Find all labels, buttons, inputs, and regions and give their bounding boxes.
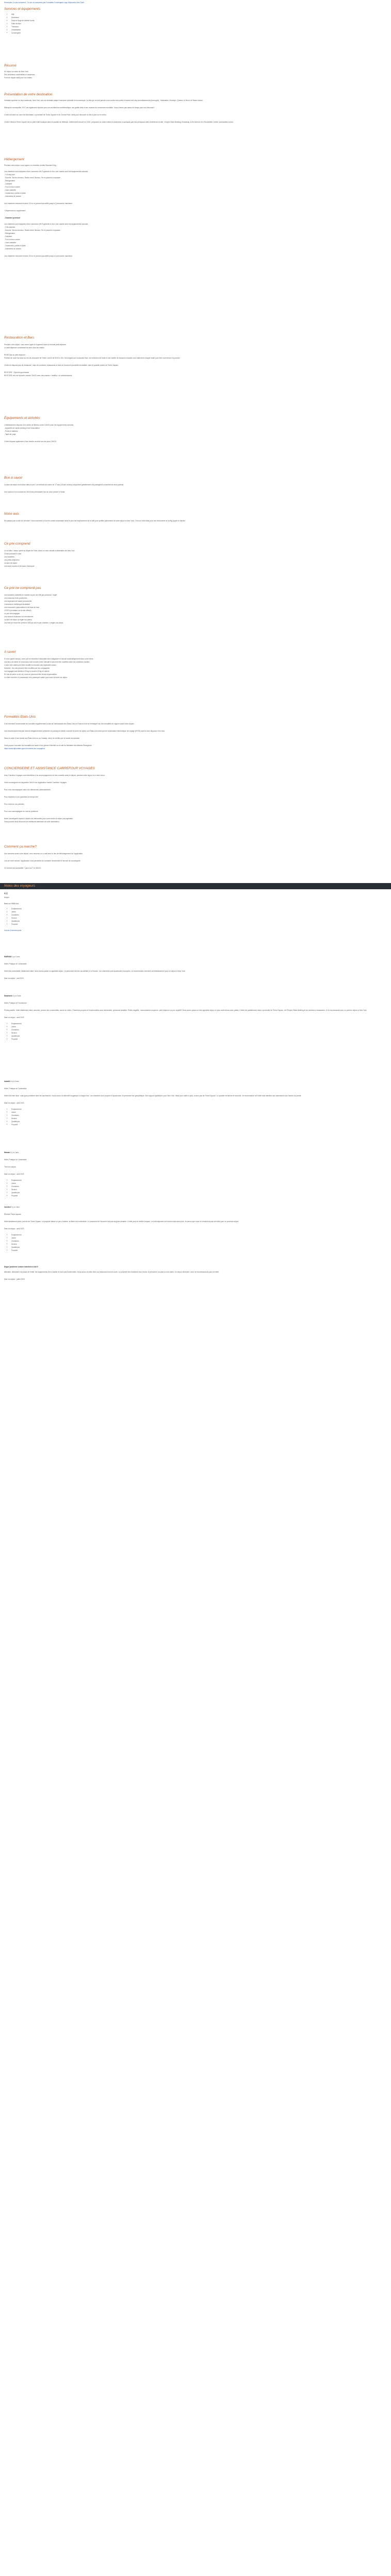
criterion-item: • Emplacement [11,1108,386,1111]
review-card [4,1206,386,1252]
review-criteria [4,1108,386,1126]
bon-a-savoir-title: Bon à savoir [4,476,23,480]
ne-comprend-item: Les repas et boissons non mentionnés [4,616,34,618]
ne-comprend-item: Les frais de resort fee (environ 30$ par nuit et par chambre, à régler sur place) [4,622,63,624]
review-author-line [4,955,386,958]
criterion-item: • Literie [11,1236,386,1240]
review-author-line [4,1151,386,1154]
bon-a-savoir-section [4,476,386,494]
resume-line: Des chambres confortables et modernes. [4,74,36,76]
notre-avis-p1: Ne passez pas à côté de cet hôtel ! Vous trouverez ici tout le confort nécessaire dans le plus bel emplacement de la ville pour profiter pleinement de votre séjour à New York. C'est un hôtel idéal pour une découverte de la Big Apple en famille ! [4,520,186,522]
resume-section [4,64,386,79]
review-criteria [4,1233,386,1252]
tab-bar[interactable] [4,1,386,4]
review-body: Très bon séjour. [4,1166,17,1168]
premium-item: - Réfrigérateur [4,232,15,234]
criterion-item: • Qualité/prix [11,1035,386,1038]
premium-note: Les chambres mesurent environ 30 m² et peuvent accueillir jusqu'à 4 personnes maximum. [4,255,73,257]
standard-item: - Casseroles, poêles et plats [4,192,26,194]
equipements-item: - Tapis de yoga [4,433,16,435]
service-item: • Wifi [11,13,386,16]
review-title: Hôtel, Pratique et Confortable [4,1088,27,1090]
tab-bar-text[interactable]: Description Ce prix comprend : Ce prix ne comprend pas Formalités Conciergerie Logo Séjourneur Avis Client [4,2,85,4]
formalites-link[interactable]: https://www.diplomatie.gouv.fr/conseils-aux-voyageurs [4,748,45,750]
ne-comprend-section [4,586,386,624]
standard-item: - Douche, Sèche-cheveux, Radio-réveil, Bureau, Fer et planche à repasser [4,177,61,179]
review-card [4,994,386,1041]
review-author: Caroline [4,1206,11,1208]
restauration-p1: Pendant votre séjour, vous serez logés en logement avec la formule petit-déjeuner. [4,344,67,346]
service-item: • Salle de Bain [11,22,386,25]
standard-note: Les chambres mesurent environ 20 m² et peuvent accueillir jusqu'à 2 personnes maximum. [4,202,73,205]
a-savoir-p7: Le client doit être en possession d'un passeport valide pour toute la durée du séjour. [4,676,68,679]
criterion-item: • Emplacement [11,907,386,910]
equipements-section [4,416,386,443]
premium-item: - 2 lits doubles [4,226,15,228]
equipements-title: Équipements et activités [4,416,40,420]
premium-item: - Casseroles, poêles et plats [4,245,26,247]
criterion-item: • Emplacement [11,1022,386,1025]
comprend-item: Les transferts [4,556,14,558]
comprend-item: Les taxes locales et les taxes d'aéroport [4,565,35,567]
review-body: Hôtel idéalement placé, proche de Times Square. La propreté laisse un peu à désirer, la literie est confortable. Le personnel de l'accueil n'est pas toujours aimable. L'hôtel peut se révéler bruyant. Le petit-déjeuner est correct mais sans plus. Je pense que nous ne choisirions pas cet hôtel pour un prochain séjour. [4,1221,239,1223]
standard-desc: Les chambres sont équipées d'une connexion Wi-Fi gratuite et d'un coin cuisine avec les équipements suivants : [4,171,89,173]
a-savoir-p1: Si vous partez seul(e), votre prix en chambre individuelle sera obligatoire et calculé automatiquement dans votre devis. [4,658,94,660]
ne-comprend-item: La taxe de séjour (à régler sur place) [4,619,32,621]
restauration-p4: Profitez de notre bar situé au rez-de-chaussée de l'hôtel, ouvert de 6h30 à 10h. Des bagels aux croissants frais, une sélection de fruits et une variété de boissons chaudes vous attendent chaque matin pour bien commencer la journée. [4,357,181,359]
voyageurs-base: Basé sur 5658 Avis [4,903,19,905]
standard-item: - 1 lit king size [4,174,15,176]
bon-a-savoir-p2: Une caution d'un montant de 150 $ sera demandée lors de votre arrivée à l'hôtel. [4,491,66,493]
review-date: il y a 4 ans [11,1080,19,1082]
presentation-p3: L'hôtel est situé au cœur de Manhattan, à proximité de Times Square et de Central Park. Idéal pour découvrir la ville à pied ou en métro. [4,114,107,116]
ne-comprend-item: Les boissons et les pourboires [4,597,27,599]
equipements-item: - Appareils de cardio-training et de musculation [4,427,40,429]
conciergerie-title: CONCIERGERIE ET ASSISTANCE CARREFOUR VOYAGES [4,767,95,770]
conciergerie-p2: Votre conciergerie est disponible 24h/24 via l'application mobile Carrefour Voyages : [4,782,68,784]
review-date: il y a 4 ans [11,956,20,958]
voyageurs-more-link[interactable]: Voir les 5 derniers avis [4,929,22,931]
ne-comprend-title: Ce prix ne comprend pas [4,586,41,590]
ne-comprend-item: L'assurance multirisque facultative [4,603,30,605]
presentation-title: Présentation de votre destination [4,93,53,96]
standard-item: - Cafetière [4,183,12,185]
criterion-item: • Qualité/prix [11,1246,386,1249]
notre-avis-title: Notre avis [4,512,19,516]
presentation-p2: Métropole cosmopolite, NYC est également réputée pour son architecture emblématique, ses gratte-ciels et ses musées de renommée mondiale. Vous n'aurez pas assez de temps pour tout découvrir ! [4,107,155,109]
criterion-item: • Propreté [11,1194,386,1197]
a-savoir-p2: Les lieux de visites et excursions sont donnés à titre indicatif et peuvent être modifiés selon les conditions locales. [4,661,90,663]
voyageurs-score: 4.6 [4,892,8,895]
formalites-p2: Les ressortissants français doivent obligatoirement présenter un passeport valide couvrant la durée du séjour aux États-Unis ainsi qu'une autorisation électronique de voyage (ESTA) sauf si vous disposez d'un visa. [4,730,165,732]
comment-section [4,845,386,870]
comprend-section [4,542,386,568]
notre-avis-section [4,512,386,522]
conciergerie-item: Pour répondre à vos questions en temps réel [4,796,38,798]
review-criteria [4,1179,386,1197]
comment-p1: Une semaine avant votre départ, vous recevrez un e-mail avec le lien de téléchargement de l'application. [4,853,83,855]
hebergement-title: Hébergement [4,158,24,161]
review-date: il y a 4 ans [12,995,21,997]
criterion-item: • Service [11,1031,386,1035]
a-savoir-p5: Les bagages sont limités à 23 kg en soute et 8 kg en cabine. [4,670,50,672]
a-savoir-section [4,650,386,679]
premium-item: - Lave-vaisselle [4,242,16,244]
criterion-item: • Qualité/prix [11,920,386,923]
review-stay: Date du séjour : mai 2023 [4,977,24,979]
service-item: • Conciergerie [11,31,386,35]
review-author: Maman [4,1151,10,1154]
review-title: Élément Times square [4,1213,21,1215]
standard-item: - Four à micro-ondes [4,186,20,188]
a-savoir-p6: En cas de perte ou de vol, nous ne pourrions être tenus responsables. [4,673,57,675]
criterion-item: • Service [11,1243,386,1246]
restauration-section [4,336,386,377]
standard-item: - Lave-vaisselle [4,189,16,191]
criterion-item: • Literie [11,1111,386,1114]
review-criteria [4,1022,386,1041]
review-body: Hôtel très confortable, idéalement situé. Nous avons passé un agréable séjour. Le personnel est très accueillant et à l'écoute. Les chambres sont spacieuses et propres. Je recommande vivement cet établissement pour un séjour à New York. [4,970,186,972]
conciergerie-item: Pour vous accompagner en cas de problème [4,810,38,812]
criterion-item: • Qualité/prix [11,1120,386,1123]
criterion-item: • Propreté [11,1038,386,1041]
conciergerie-item: Pour vous accompagner dans vos démarches administratives [4,789,51,791]
review-body: Points positifs : hôtel idéalement situé, sécurisé, proche des commodités, accès en métro. Chambres propres et fonctionnelles avec kitchenette, personnel aimable. Points négatifs : insonorisation moyenne, petit-déjeuner un peu répétitif. Nous avons passé un très agréable séjour et nous reviendrons avec plaisir. L'hôtel est parfaitement situé à proximité de Times Square, de l'Empire State Building et de nombreux restaurants. Je le recommande pour un premier séjour à New York. [4,1009,367,1011]
criterion-item: • Propreté [11,923,386,926]
review-author-line [4,1206,386,1209]
presentation-p1: Véritable symbole du rêve américain, New York, est une véritable plaque tournante culturelle et économique. La ville qui ne dort jamais vous ouvrira ses portes à travers ses cinq arrondissements (boroughs) : Manhattan, Brooklyn, Queens, le Bronx et Staten Island. [4,99,203,101]
voyageurs-band [0,883,391,889]
review-stay: Date du séjour : avril 2023 [4,1016,24,1019]
restauration-p5: L'hôtel ne dispose pas de restaurant, mais de nombreux restaurants et bars se trouvent à proximité immédiate, dans le quartier animé de Times Square. [4,364,119,366]
formalites-p1: Il est vivement recommandé de consulter régulièrement le site de l'ambassade des États-Unis en France et de se renseigner sur les formalités en vigueur avant votre départ. [4,723,135,725]
criterion-item: • Chambres [11,1185,386,1188]
presentation-section [4,93,386,124]
review-body: Hôtel très bien situé, mais gros problème avec les ascenseurs. Nous avons dû attendre longtemps à chaque fois. Les chambres sont propres et spacieuses, le personnel est sympathique. Bon rapport qualité/prix pour New York. Idéal pour visiter à pied, à deux pas de Times Square. Le quartier est animé et sécurisé. Je recommande cet hôtel mais attention aux ascenseurs aux heures de pointe. [4,1095,302,1097]
conciergerie-section [4,767,386,823]
review-author-line [4,994,386,997]
services-list [4,13,386,35]
services-section [4,7,386,35]
review-card-final [4,1265,386,1281]
comprend-item: Les petits-déjeuners [4,559,20,561]
criterion-item: • Chambres [11,1028,386,1031]
equipements-item: - Poids et haltères [4,430,18,432]
criterion-item: • Emplacement [11,1233,386,1236]
review-stay: Date du séjour : juillet 2023 [4,1278,25,1280]
premium-item: - Cafetière [4,235,12,238]
restauration-p3: ROSE Bar de petit-déjeuner : [4,354,26,356]
ne-comprend-item: L'ESTA (à réaliser sur le site officiel) [4,609,31,612]
comment-p3: Ce service est accessible 7 jours sur 7 et 24h/24. [4,867,41,869]
voyageurs-label: Moyen [4,896,9,899]
ne-comprend-item: Les excursions optionnelles et les frais de visa [4,606,39,608]
review-author: Isabelle [4,1080,11,1082]
comprend-p1: Le vol aller / retour opéré au départ de Paris, direct ou avec escale à destination de New York [4,550,75,552]
a-savoir-p3: L'ordre des visites peut être modifié en fonction des impératifs locaux. [4,664,57,666]
premium-item: - Douche, Sèche-cheveux, Radio-réveil, Bureau, Fer et planche à repasser [4,229,61,231]
criterion-item: • Chambres [11,1114,386,1117]
review-date: il y a 4 ans [10,1151,19,1154]
a-savoir-p4: Horaires : les vols peuvent être modifiés par les compagnies. [4,667,51,669]
premium-item: - Four à micro-ondes [4,239,20,241]
criterion-item: • Propreté [11,1123,386,1126]
criterion-item: • Chambres [11,1240,386,1243]
formalites-section [4,715,386,750]
equipements-p2: L'hôtel dispose également d'une laverie ouverte tous les jours 24h/24. [4,440,57,443]
review-date: il y a 4 ans [11,1206,20,1208]
conciergerie-p4: Vous pourrez ainsi découvrir les meilleures adresses de votre destination. [4,821,60,823]
voyageurs-title: Notes des voyageurs [4,884,36,888]
service-item: • Draps et linge de toilette fournis [11,19,386,22]
review-title: Hôtel, Pratique et Confortable [4,963,27,965]
review-body: Attention, déception à la place de l'hôtel, les équipements de la cuisine ne sont pas fonctionnels. Nous avons dû aller dîner au restaurant tous les soirs. La propreté des chambres est à revoir, le personnel n'a pas su nous aider. Un séjour décevant, nous ne recommandons pas cet hôtel. [4,1271,219,1273]
standard-item: - Réfrigérateur [4,180,15,182]
criterion-item: • Literie [11,1182,386,1185]
formalites-p3: Dans le cadre d'une transit aux États-Unis ou au Canada, merci de vérifier que le transit est autorisé. [4,737,80,739]
premium-title [4,216,386,219]
comprend-title: Ce prix comprend [4,542,30,546]
review-card [4,955,386,980]
resume-line: Un séjour au cœur de New York. [4,71,29,73]
voyageurs-summary [4,892,386,932]
review-stay: Date du séjour : avril 2023 [4,1173,24,1175]
service-item: • Climatisation [11,28,386,31]
resume-line: Point de départ idéal pour vos visites. [4,77,32,79]
comprend-item: L'hôtel pendant 5 nuits [4,553,22,555]
restauration-title: Restauration et Bars [4,336,35,340]
presentation-p4: L'hôtel Clément Times Square est un petit hôtel boutique dans le quartier de Midtown, entièrement rénové en 2019, proposant un cadre intime et chaleureux à quelques pas des principaux sites d'intérêt de la ville : Empire State Building, Broadway, la 5e Avenue et le Rockefeller Center, accessibles à pied. [4,121,234,123]
ne-comprend-item: Le port des bagages [4,613,20,615]
criterion-item: • Service [11,1188,386,1191]
bon-a-savoir-p1: La taxe de séjour est incluse dans le prix. Les enfants de moins de 17 ans (16 ans révolus) séjournent gratuitement s'ils partagent la chambre de leurs parents. [4,484,124,486]
review-stay: Date du séjour : avril 2023 [4,1102,24,1104]
conciergerie-item: Pour réserver vos activités [4,803,24,805]
standard-item: - Ustensiles de cuisine [4,195,21,197]
service-item: • Télévision [11,25,386,28]
comment-title: Comment ça marche? [4,845,37,849]
premium-title-text: - Chambre premium [4,217,21,219]
criterion-item: • Emplacement [11,1179,386,1182]
comment-p2: Lors de votre arrivée, l'application vous permettra de contacter directement le service de conciergerie. [4,860,81,862]
voyageurs-criteria [4,907,386,926]
resume-title: Résumé [4,64,17,67]
comprend-item: La taxe de séjour [4,562,18,564]
review-author: Stéphanie [4,995,12,997]
criterion-item: • Qualité/prix [11,1191,386,1194]
conciergerie-p3: Notre conciergerie répond à toutes vos demandes pour vous rendre le séjour plus agréable. [4,818,73,820]
hebergement-intro: Pendant votre séjour vous logerez en chambre double Standard King : [4,164,57,166]
formalites-title: Formalités Etats-Unis [4,715,36,719]
criterion-item: • Propreté [11,1249,386,1252]
restauration-p7: RESTORE est une épicerie ouverte 24h/24 avec des snacks « healthy » et rafraîchissants. [4,375,73,377]
a-savoir-title: A savoir [4,650,16,654]
equipements-p1: L'établissement dispose d'un centre de fitness ouvert 24h/24 avec les équipements suivants : [4,424,74,426]
premium-desc: Les chambres sont équipées d'une connexion Wi-Fi gratuite et d'un coin cuisine avec les équipements suivants : [4,223,89,225]
standard-note2: * Moyennant un supplément : [4,210,26,212]
review-stay: Date du séjour : avril 2023 [4,1228,24,1230]
review-card [4,1151,386,1197]
conciergerie-p1: Avec Carrefour Voyages vous bénéficiez d'un accompagnement et des conseils avant le départ, pendant votre séjour et à votre retour. [4,774,105,776]
restauration-p2: Le petit-déjeuner continental est servi tous les matins. [4,347,45,349]
restauration-p6: RESTORE : Épicerie gourmande [4,371,29,374]
review-title [4,1265,386,1268]
review-title: Hôtel, Pratique et Fonctionnel [4,1002,27,1004]
ne-comprend-item: Les transferts collectifs en navette au prix de 45€ par personne / trajet [4,594,57,596]
service-item: • Ascenseur [11,16,386,19]
formalites-p4: Vous pouvez consulter les formalités de santé et les pièces d'identité sur le site du Ministère des Affaires Étrangères : [4,744,93,747]
review-title-text: Dégus problème cuisine hôtellerie à fuir!!! [4,1266,38,1268]
review-card [4,1080,386,1126]
premium-item: - Ustensiles de cuisine [4,248,21,250]
criterion-item: • Service [11,1117,386,1120]
hebergement-section [4,158,386,258]
criterion-item: • Chambres [11,913,386,917]
criterion-item: • Literie [11,910,386,913]
review-title: Hôtel, Pratique et Confortable [4,1159,27,1161]
criterion-item: • Service [11,917,386,920]
review-author: MARIAM [4,956,11,958]
ne-comprend-item: Les dépenses de nature personnelle [4,600,32,602]
review-author-line [4,1080,386,1083]
criterion-item: • Literie [11,1025,386,1028]
services-title: Services et équipements [4,7,40,11]
